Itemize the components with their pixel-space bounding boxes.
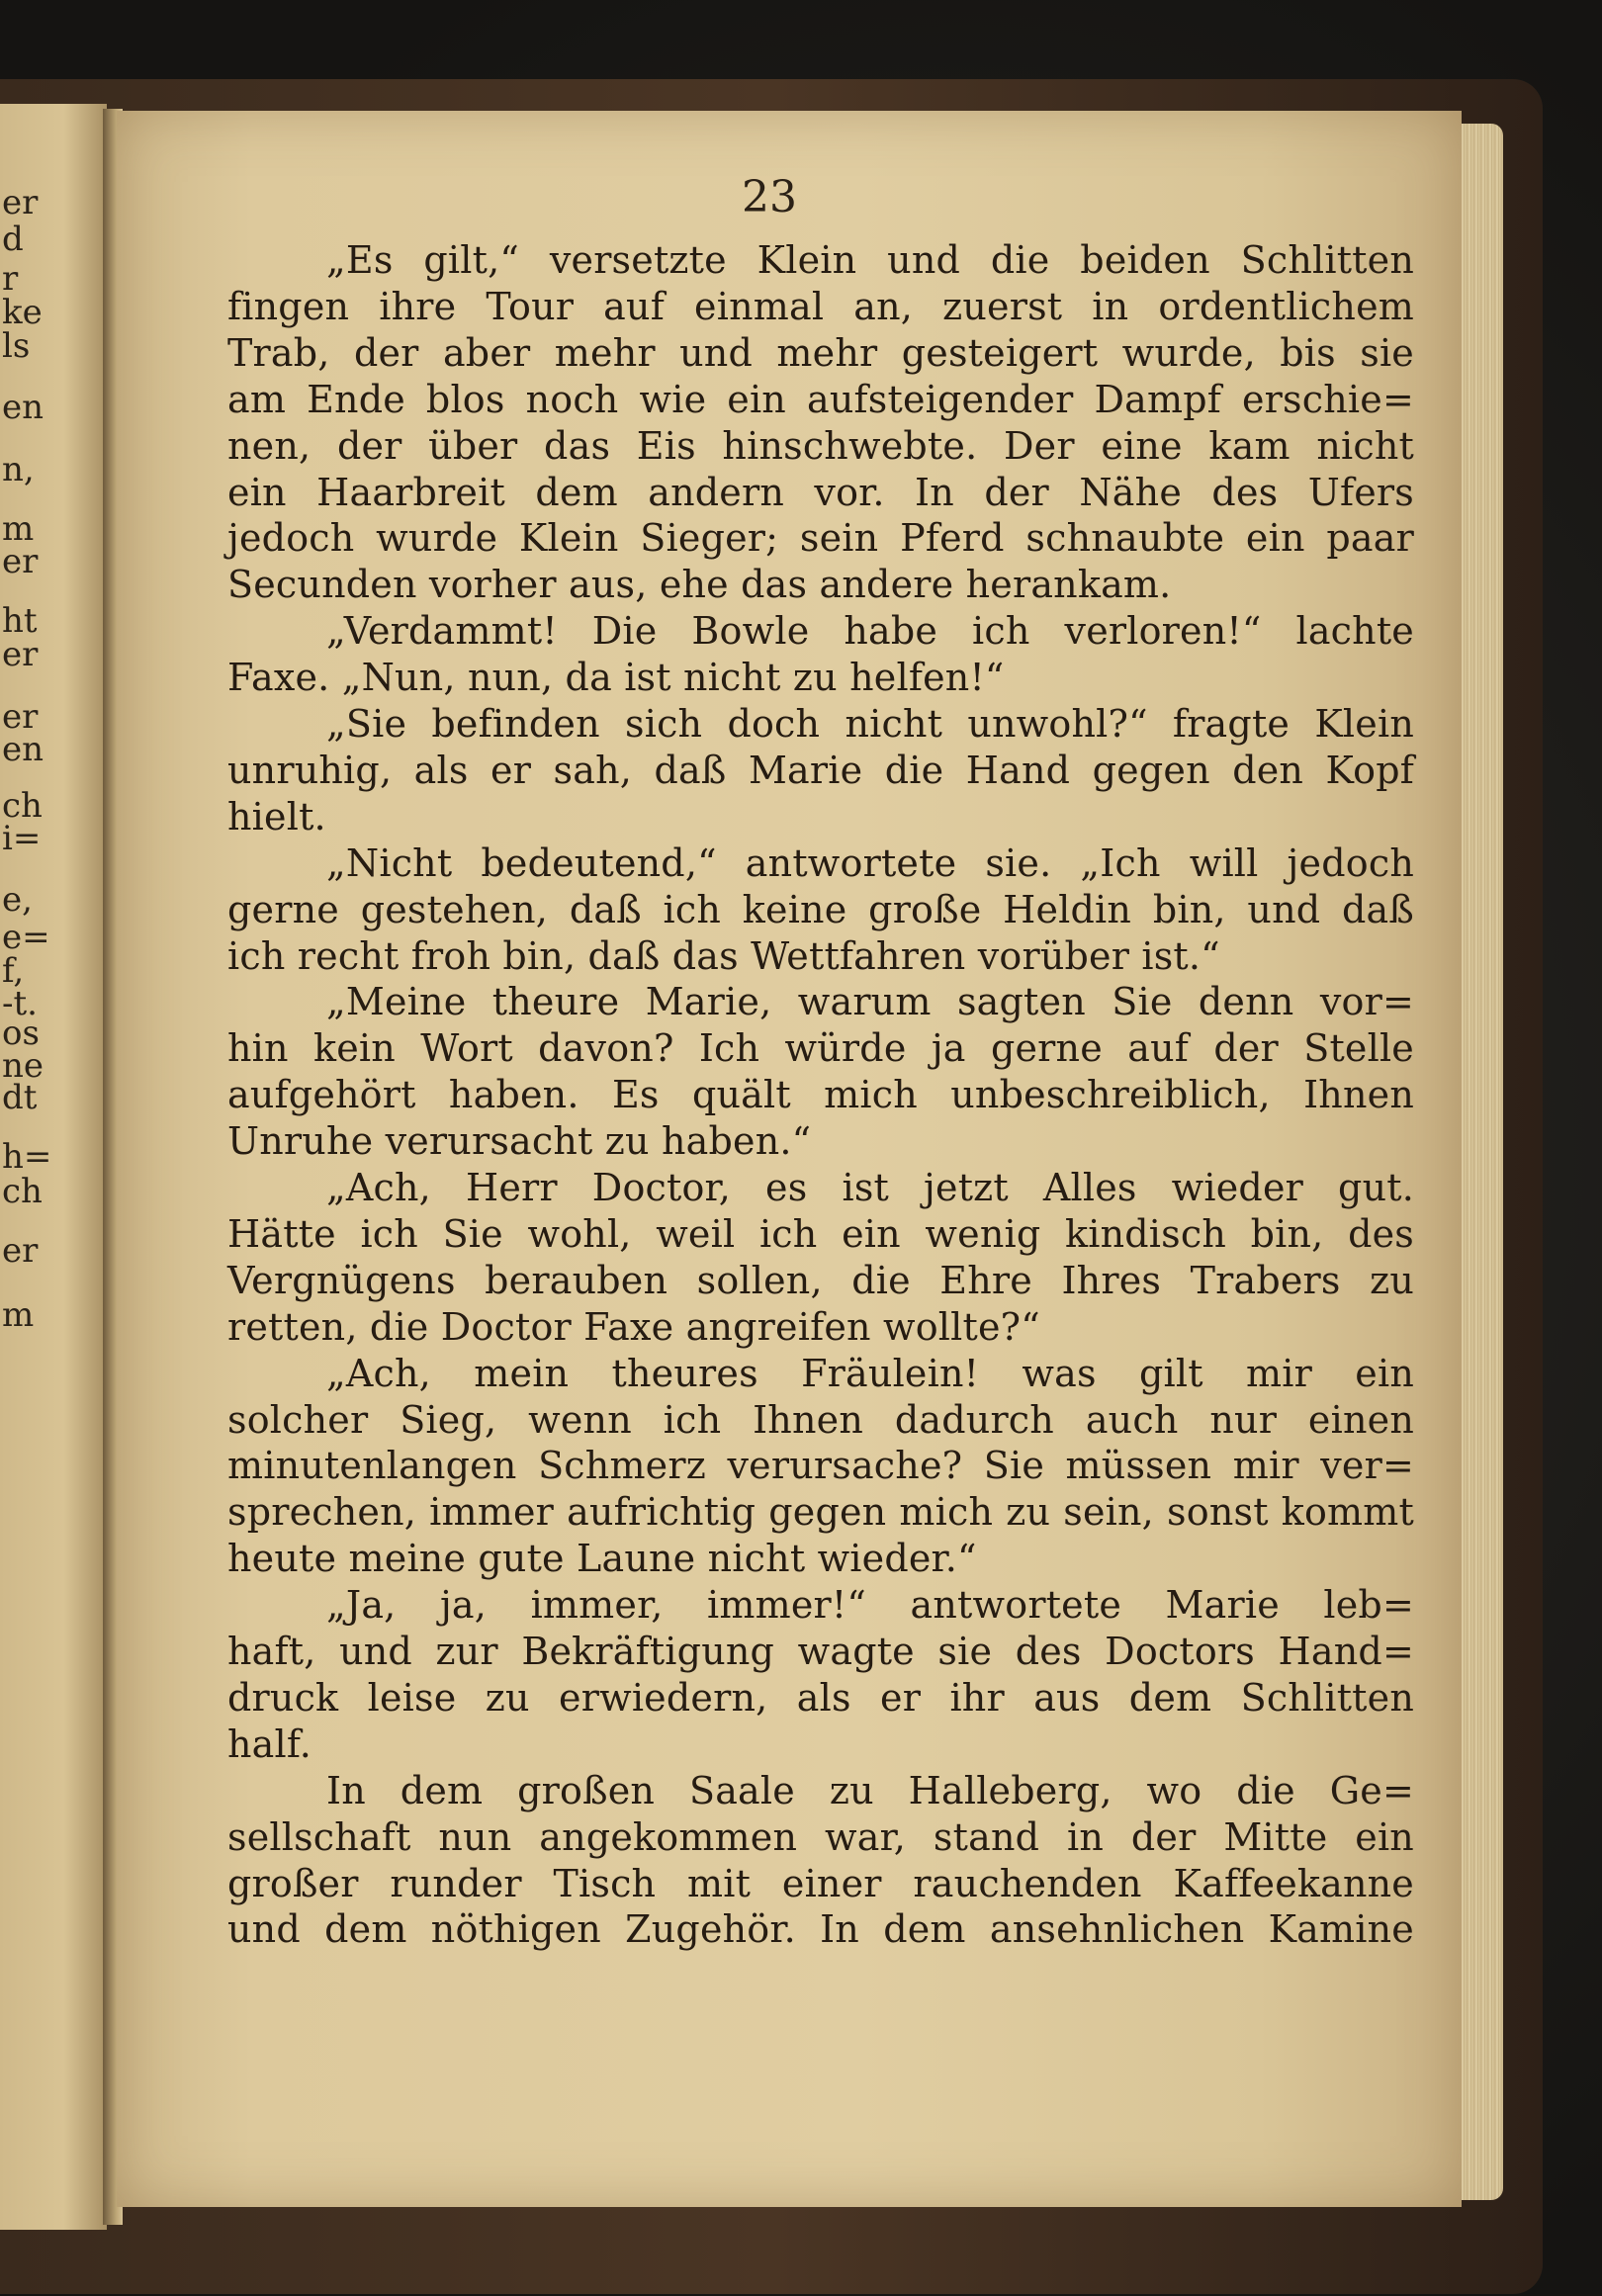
previous-page-fragment: er [2, 635, 39, 674]
text-line: Unruhe verursacht zu haben.“ [227, 1119, 812, 1164]
previous-page-fragment: f, [2, 951, 25, 991]
previous-page-fragment: e= [2, 918, 50, 957]
text-line: „Ach, mein theures Fräulein! was gilt mir ein [326, 1351, 1414, 1395]
previous-page-fragment: i= [2, 819, 42, 858]
text-line: sellschaft nun angekommen war, stand in der Mitte ein [227, 1814, 1414, 1859]
previous-page-fragment: h= [2, 1137, 52, 1177]
text-line: „Verdammt! Die Bowle habe ich verloren!“ lachte [326, 609, 1414, 654]
text-line: ein Haarbreit dem andern vor. In der Nähe des Ufers [227, 470, 1414, 514]
previous-page-fragment: en [2, 730, 44, 769]
text-line: minutenlangen Schmerz verursache? Sie müssen mir ver= [227, 1444, 1414, 1488]
previous-page-fragment: ch [2, 786, 43, 826]
text-line: gerne gestehen, daß ich keine große Heldin bin, und daß [227, 887, 1414, 931]
previous-page-fragment: m [2, 509, 35, 549]
text-line: aufgehört haben. Es quält mich unbeschreiblich, Ihnen [227, 1073, 1414, 1117]
text-line: heute meine gute Laune nicht wieder.“ [227, 1537, 977, 1581]
text-line: Trab, der aber mehr und mehr gesteigert wurde, bis sie [227, 330, 1414, 375]
text-line: In dem großen Saale zu Halleberg, wo die Ge= [326, 1768, 1414, 1812]
previous-page-fragment: ch [2, 1172, 43, 1211]
previous-page-fragment: m [2, 1295, 35, 1335]
previous-page-fragment: er [2, 183, 39, 222]
previous-page-fragment: dt [2, 1078, 38, 1117]
previous-page-fragment: en [2, 388, 44, 427]
text-line: und dem nöthigen Zugehör. In dem ansehnlichen Kamine [227, 1907, 1414, 1952]
previous-page-fragment: ke [2, 293, 43, 332]
previous-page-fragment: os [2, 1014, 40, 1053]
previous-page-strip [0, 104, 107, 2230]
text-line: „Sie befinden sich doch nicht unwohl?“ fragte Klein [326, 702, 1414, 746]
text-line: „Ach, Herr Doctor, es ist jetzt Alles wieder gut. [326, 1166, 1414, 1209]
text-line: „Es gilt,“ versetzte Klein und die beiden Schlitten [326, 238, 1414, 282]
previous-page-fragment: er [2, 1231, 39, 1271]
previous-page-fragment: -t. [2, 984, 38, 1023]
text-line: fingen ihre Tour auf einmal an, zuerst in ordentlichem [227, 284, 1414, 328]
text-line: „Nicht bedeutend,“ antwortete sie. „Ich will jedoch [326, 840, 1414, 885]
text-line: „Meine theure Marie, warum sagten Sie denn vor= [326, 980, 1414, 1024]
text-line: am Ende blos noch wie ein aufsteigender Dampf erschie= [227, 377, 1414, 421]
text-line: solcher Sieg, wenn ich Ihnen dadurch auch nur einen [227, 1397, 1414, 1442]
book-page [117, 111, 1462, 2207]
text-line: hin kein Wort davon? Ich würde ja gerne auf der Stelle [227, 1026, 1414, 1071]
previous-page-fragment: ht [2, 601, 38, 641]
text-line: druck leise zu erwiedern, als er ihr aus dem Schlitten [227, 1675, 1414, 1720]
text-line: unruhig, als er sah, daß Marie die Hand gegen den Kopf [227, 748, 1414, 792]
text-line: jedoch wurde Klein Sieger; sein Pferd schnaubte ein paar [227, 516, 1414, 561]
text-line: retten, die Doctor Faxe angreifen wollte?“ [227, 1304, 1040, 1349]
text-line: „Ja, ja, immer, immer!“ antwortete Marie leb= [326, 1583, 1414, 1628]
previous-page-fragment: ls [2, 326, 31, 366]
previous-page-fragment: e, [2, 880, 33, 920]
previous-page-fragment: r [2, 259, 19, 299]
text-line: ich recht froh bin, daß das Wettfahren vorüber ist.“ [227, 933, 1220, 978]
previous-page-fragment: ne [2, 1046, 44, 1086]
text-line: großer runder Tisch mit einer rauchenden Kaffeekanne [227, 1861, 1414, 1905]
previous-page-fragment: n, [2, 450, 35, 489]
previous-page-fragment: d [2, 220, 24, 259]
text-line: Secunden vorher aus, ehe das andere herankam. [227, 563, 1172, 607]
text-line: Faxe. „Nun, nun, da ist nicht zu helfen!“ [227, 656, 1005, 700]
text-line: nen, der über das Eis hinschwebte. Der eine kam nicht [227, 423, 1414, 468]
text-line: sprechen, immer aufrichtig gegen mich zu sein, sonst kommt [227, 1490, 1414, 1535]
text-line: hielt. [227, 794, 326, 839]
text-line: half. [227, 1722, 312, 1766]
previous-page-fragment: er [2, 542, 39, 581]
page-number: 23 [742, 172, 797, 222]
text-line: Hätte ich Sie wohl, weil ich ein wenig kindisch bin, des [227, 1211, 1414, 1256]
previous-page-fragment: er [2, 697, 39, 737]
text-line: haft, und zur Bekräftigung wagte sie des Doctors Hand= [227, 1630, 1414, 1673]
text-line: Vergnügens berauben sollen, die Ehre Ihres Trabers zu [227, 1258, 1414, 1302]
